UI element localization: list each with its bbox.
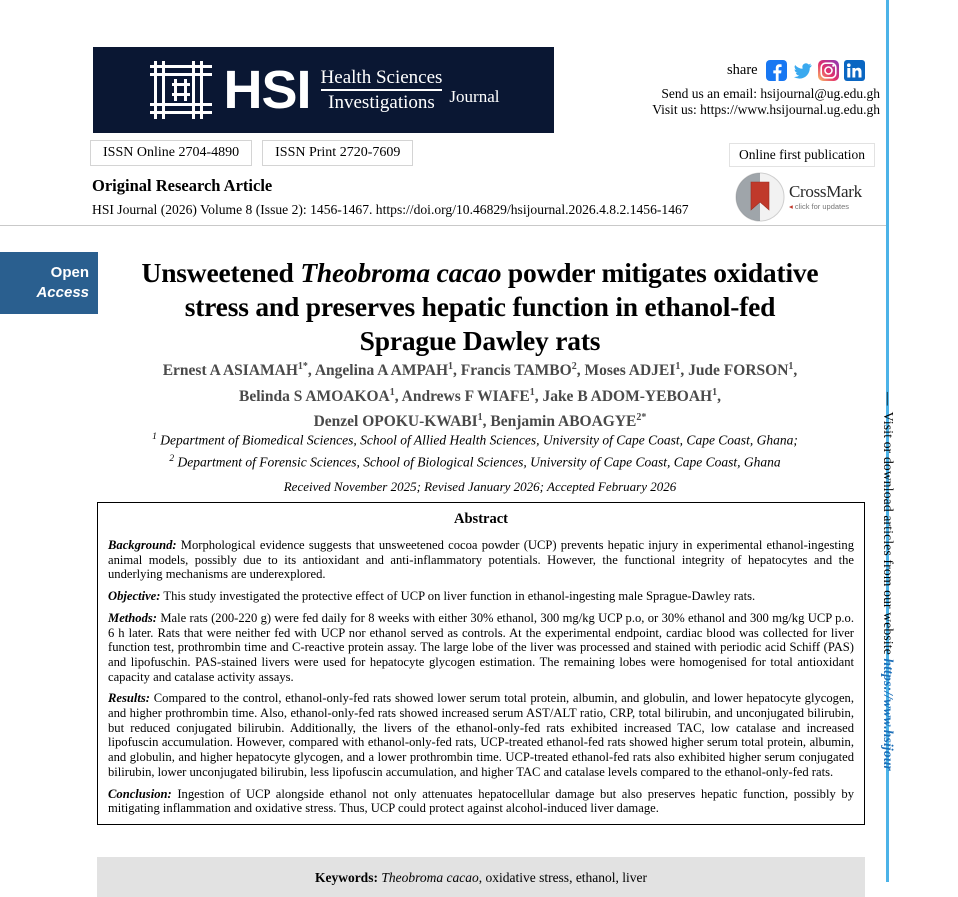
abstract-text-objective: This study investigated the protective effect of UCP on liver function in ethanol-ingesting male Sprague-Dawley rats. — [160, 589, 756, 604]
abstract-section-methods — [108, 611, 854, 685]
title-part1: Unsweetened — [141, 257, 301, 289]
contact-website: Visit us: https://www.hsijournal.ug.edu.gh — [652, 102, 880, 117]
article-type: Original Research Article — [92, 176, 273, 195]
abstract-text-background: Morphological evidence suggests that unsweetened cocoa powder (UCP) prevents hepatic injury in experimental ethanol-ingesting animal models, possibly due to its antioxidant and anti-inflammatory potentials. However, the functional integrity of hepatocytes and the underlying mechanisms are underexplored. — [108, 538, 854, 582]
crossmark-badge[interactable] — [735, 172, 862, 222]
logo-stack — [321, 67, 443, 113]
author-list — [110, 356, 850, 433]
header-divider — [0, 225, 886, 226]
keywords-rest: , oxidative stress, ethanol, liver — [478, 870, 648, 885]
abstract-section-results — [108, 691, 854, 779]
page-title — [140, 256, 820, 358]
received-dates: Received November 2025; Revised January 2026; Accepted February 2026 — [283, 479, 677, 494]
crossmark-text — [789, 183, 862, 211]
logo-word-journal: Journal — [449, 87, 500, 106]
abstract-section-conclusion — [108, 787, 854, 816]
abstract-text-methods: Male rats (200-220 g) were fed daily for 8 weeks with either 30% ethanol, 300 mg/kg UCP p.o, or 30% ethanol and 300 mg/kg UCP p.o. 6 h later. Rats that were neither fed with UCP nor ethanol served as controls. At the experimental endpoint, cardiac blood was collected for liver function test, prothrombin time and C-reactive protein assay. The large lobe of the liver was processed and stained with periodic acid Schiff (PAS) and lipofuschin. PAS-stained livers were used for hepatocyte glycogen estimation. The remaining lobes were homogenised for total antioxidant capacity and catalase activity assays. — [108, 610, 854, 684]
journal-contact — [590, 86, 880, 118]
abstract-label-objective: Objective: — [108, 589, 161, 604]
instagram-icon[interactable] — [818, 60, 839, 81]
crossmark-subtitle-text: click for updates — [794, 202, 850, 212]
journal-logo — [148, 59, 500, 121]
sidebar-note-url[interactable]: https://www.hsijour — [881, 658, 896, 771]
logo-divider — [321, 89, 443, 91]
abstract-label-results: Results: — [108, 691, 150, 706]
abstract-heading: Abstract — [454, 511, 508, 527]
affiliation-2: $^2$ Department of Forensic Sciences, School of Biological Sciences, University of Cape Coast, Cape Coast, Ghana — [169, 453, 781, 469]
logo-line1: Health Sciences — [320, 67, 443, 88]
abstract-label-methods: Methods: — [108, 610, 157, 625]
crossmark-subtitle — [789, 203, 862, 211]
keywords-italic-term: Theobroma cacao — [381, 870, 479, 885]
keywords-label: Keywords: — [314, 870, 378, 885]
abstract-section-objective — [108, 589, 854, 604]
crossmark-icon — [735, 172, 785, 222]
hsi-weave-icon — [148, 59, 214, 121]
title-italic-species: Theobroma cacao — [300, 257, 502, 289]
issn-online: ISSN Online 2704-4890 — [90, 140, 252, 166]
crossmark-arrow-icon: ◂ — [789, 202, 793, 212]
title-part2: powder mitigates oxidative stress and preserves hepatic function in ethanol-fed Sprague Dawley rats — [184, 257, 819, 357]
share-label: share — [727, 62, 758, 78]
contact-email: Send us an email: hsijournal@ug.edu.gh — [661, 86, 880, 101]
abstract-label-conclusion: Conclusion: — [108, 786, 172, 801]
author-line-2: Belinda S AMOAKOA$^1$, Andrews F WIAFE$^1$, Jake B ADOM-YEBOAH$^1$, — [239, 386, 721, 405]
logo-wordmark — [321, 67, 500, 113]
abstract-text-conclusion: Ingestion of UCP alongside ethanol not only attenuates hepatocellular damage but also preserves hepatic function, possibly by mitigating inflammation and oxidative stress. Thus, UCP could protect against alcohol-induced liver damage. — [108, 786, 854, 816]
open-access-line1: Open — [50, 264, 89, 281]
open-access-line2: Access — [36, 284, 89, 301]
logo-line2: Investigations — [328, 92, 435, 113]
keywords-bar — [97, 857, 865, 897]
author-line-3: Denzel OPOKU-KWABI$^1$, Benjamin $ABOAGYE^{2*}$ — [313, 412, 647, 431]
author-line-1: Ernest A $ASIAMAH^{1*}$, Angelina A AMPAH$^1$, Francis TAMBO$^2$, Moses ADJEI$^1$, Jude FORSON$^1$, — [162, 361, 798, 380]
article-citation: HSI Journal (2026) Volume 8 (Issue 2): 1456-1467. https://doi.org/10.46829/hsijournal.2026.4.8.2.1456-1467 — [92, 202, 689, 217]
sidebar-note-prefix: Visit or download articles from our website — [881, 411, 896, 659]
share-row — [727, 60, 865, 81]
journal-masthead — [93, 47, 554, 133]
logo-abbr: HSI — [223, 60, 311, 120]
affiliation-1: $^1$ Department of Biomedical Sciences, School of Allied Health Sciences, University of Cape Coast, Cape Coast, Ghana; — [152, 432, 798, 448]
affiliations — [60, 428, 890, 471]
sidebar-note-dash: — — [881, 392, 896, 406]
crossmark-title: CrossMark — [789, 182, 862, 202]
twitter-icon[interactable] — [792, 60, 813, 81]
abstract-label-background: Background: — [108, 538, 177, 552]
open-access-badge — [0, 252, 98, 314]
online-first-badge: Online first publication — [729, 143, 875, 167]
facebook-icon[interactable] — [766, 60, 787, 81]
issn-row — [90, 140, 413, 166]
linkedin-icon[interactable] — [844, 60, 865, 81]
issn-print: ISSN Print 2720-7609 — [262, 140, 413, 166]
abstract-text-results: Compared to the control, ethanol-only-fed rats showed lower serum total protein, albumin, and globulin, and lower hepatocyte glycogen, and higher prothrombin time. Also, ethanol-only-fed rats showed increased serum AST/ALT ratio, CRP, total bilirubin, and unconjugated bilirubin, but reduced conjugated bilirubin. Additionally, the livers of the ethanol-only-fed rats exhibited increased TAC, low catalase and increased lipofuscin accumulation. However, compared with ethanol-only-fed rats, UCP-treated ethanol-fed rats showed higher serum total protein, albumin, and globulin, and higher hepatocyte glycogen, and a lower prothrombin time. UCP-treated ethanol-fed rats also exhibited higher serum conjugated bilirubin, lower unconjugated bilirubin, less lipofuscin accumulation, and higher TAC and catalase levels compared to the ethanol-only-fed rats. — [108, 691, 854, 779]
abstract-section-background — [108, 538, 854, 582]
abstract-box — [97, 502, 865, 825]
